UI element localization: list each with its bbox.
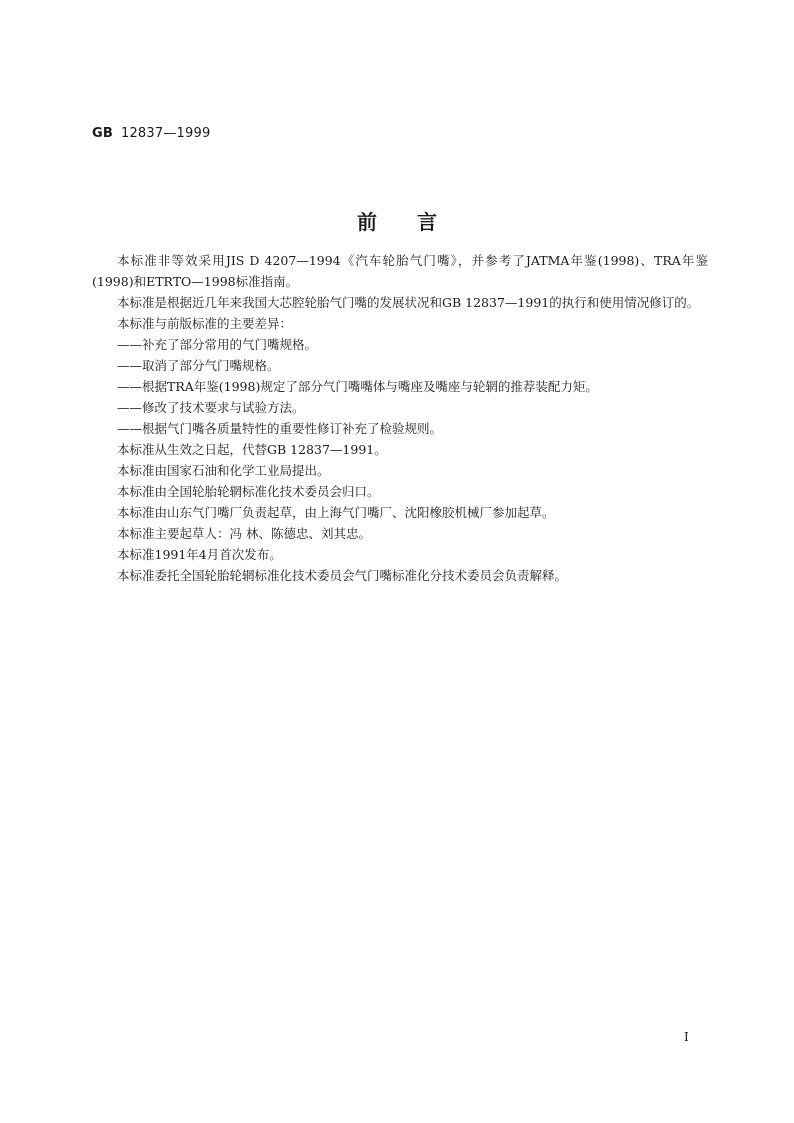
standard-number: 12837—1999: [120, 126, 211, 141]
list-item: ——取消了部分气门嘴规格。: [117, 358, 280, 373]
standard-prefix: GB: [92, 126, 113, 141]
paragraph: 本标准委托全国轮胎轮辋标准化技术委员会气门嘴标准化分技术委员会负责解释。: [117, 568, 568, 583]
paragraph: 本标准与前版标准的主要差异：: [117, 316, 293, 331]
list-item: ——修改了技术要求与试验方法。: [117, 400, 305, 415]
preface-body: [92, 250, 708, 586]
paragraph: 本标准从生效之日起，代替GB 12837—1991。: [117, 442, 387, 457]
paragraph: 本标准由国家石油和化学工业局提出。: [117, 463, 330, 478]
paragraph: 本标准1991年4月首次发布。: [117, 547, 282, 562]
document-header: [92, 126, 210, 141]
page-title: 前言: [357, 210, 477, 234]
list-item: ——补充了部分常用的气门嘴规格。: [117, 337, 318, 352]
list-item: ——根据TRA年鉴(1998)规定了部分气门嘴嘴体与嘴座及嘴座与轮辋的推荐装配力矩。: [117, 379, 598, 394]
paragraph: 本标准由全国轮胎轮辋标准化技术委员会归口。: [117, 484, 380, 499]
paragraph: 本标准非等效采用JIS D 4207—1994《汽车轮胎气门嘴》，并参考了JATMA年鉴(1998)、TRA年鉴(1998)和ETRTO—1998标准指南。: [92, 253, 708, 289]
page-number: I: [684, 1030, 689, 1044]
paragraph: 本标准是根据近几年来我国大芯腔轮胎气门嘴的发展状况和GB 12837—1991的执行和使用情况修订的。: [117, 295, 700, 310]
paragraph: 本标准主要起草人：冯 林、陈德忠、刘其忠。: [117, 526, 371, 541]
paragraph: 本标准由山东气门嘴厂负责起草，由上海气门嘴厂、沈阳橡胶机械厂参加起草。: [117, 505, 555, 520]
list-item: ——根据气门嘴各质量特性的重要性修订补充了检验规则。: [117, 421, 443, 436]
